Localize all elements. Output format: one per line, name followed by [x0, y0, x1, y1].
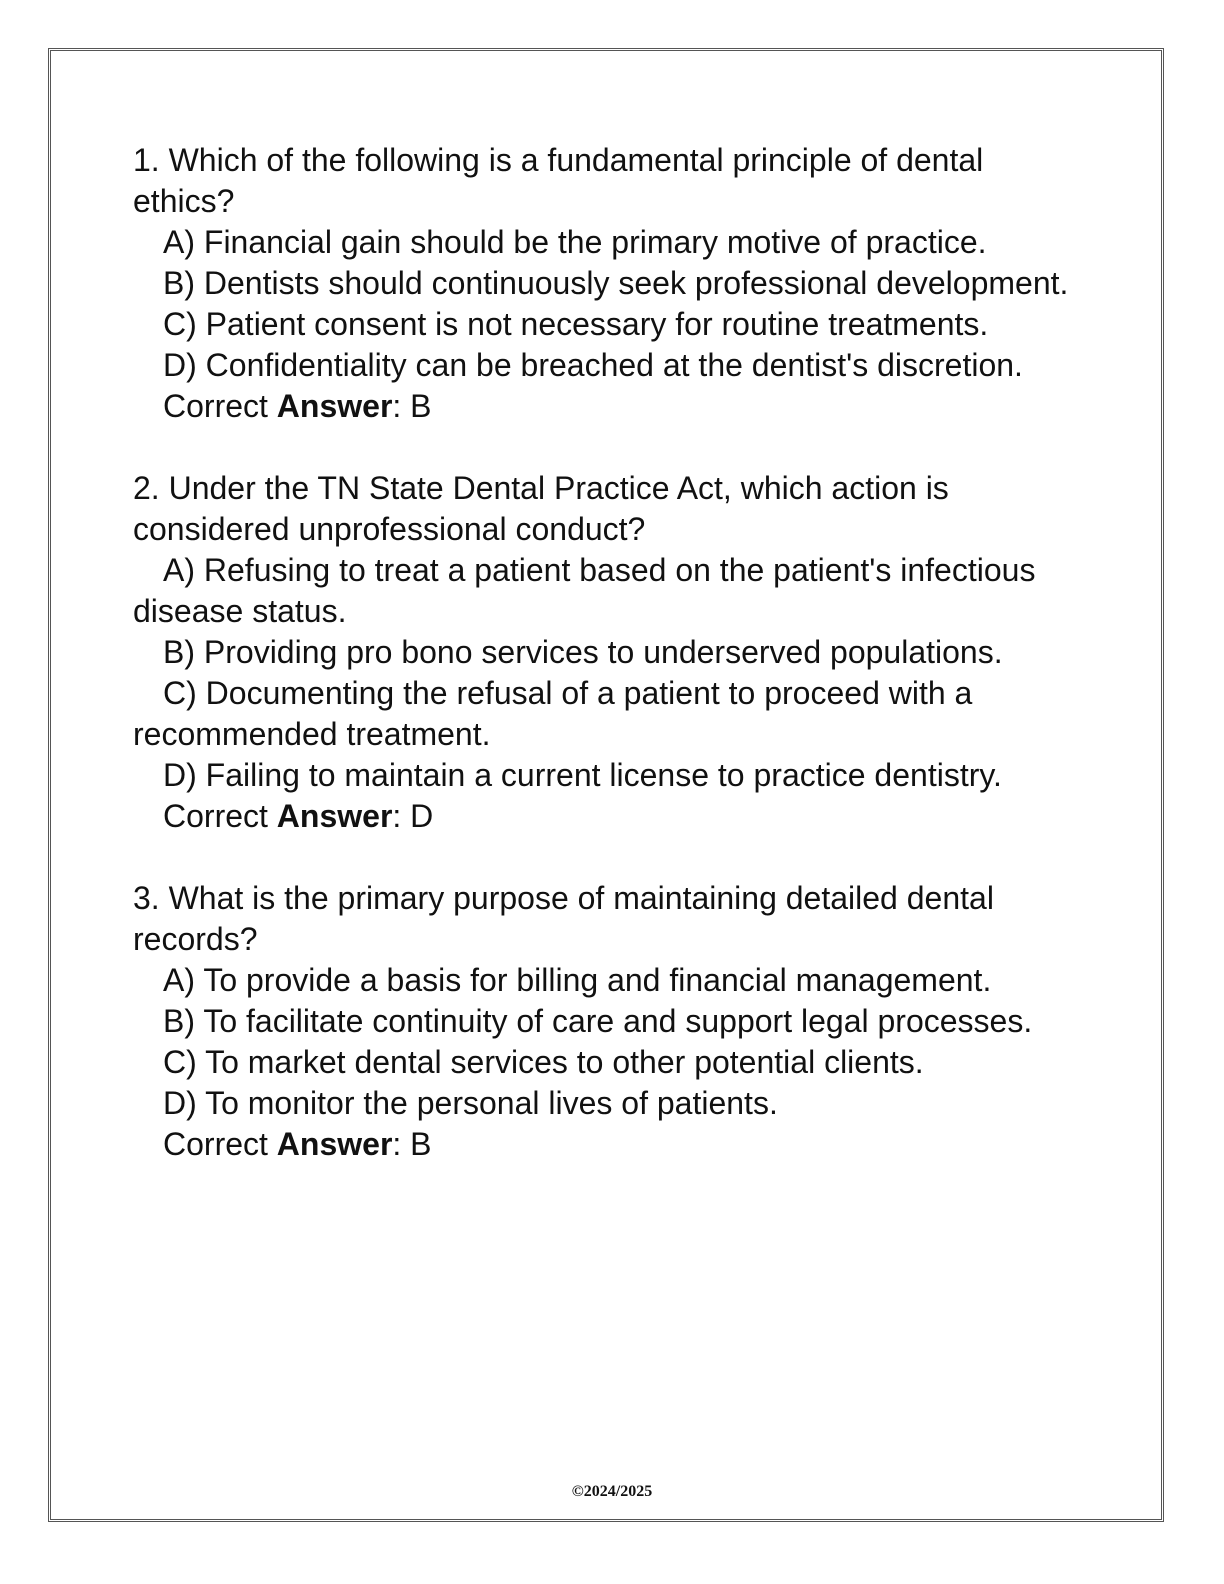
answer-value: : D — [392, 798, 434, 834]
option-b: B) Providing pro bono services to underserved populations. — [163, 634, 1003, 670]
option-d: D) To monitor the personal lives of patients. — [163, 1085, 778, 1121]
answer-word: Answer — [276, 798, 393, 834]
correct-answer — [133, 796, 1093, 837]
option-b: B) To facilitate continuity of care and support legal processes. — [163, 1003, 1033, 1039]
question-3 — [133, 878, 1093, 1165]
question-text: 1. Which of the following is a fundamental principle of dental ethics? — [133, 142, 984, 219]
correct-answer — [133, 1124, 1093, 1165]
option-c: C) To market dental services to other potential clients. — [163, 1044, 924, 1080]
answer-word: Answer — [276, 388, 393, 424]
option-a: A) Financial gain should be the primary motive of practice. — [163, 224, 987, 260]
answer-value: : B — [392, 1126, 432, 1162]
option-d: D) Confidentiality can be breached at the dentist's discretion. — [163, 347, 1023, 383]
copyright-footer: ©2024/2025 — [571, 1483, 653, 1500]
option-a: A) To provide a basis for billing and financial management. — [163, 962, 992, 998]
question-text: 3. What is the primary purpose of maintaining detailed dental records? — [133, 880, 994, 957]
option-a: A) Refusing to treat a patient based on the patient's infectious disease status. — [133, 552, 1036, 629]
answer-prefix: Correct — [163, 1126, 277, 1162]
answer-prefix: Correct — [163, 388, 277, 424]
question-list — [133, 140, 1093, 1206]
question-2 — [133, 468, 1093, 837]
option-b: B) Dentists should continuously seek professional development. — [163, 265, 1069, 301]
question-1 — [133, 140, 1093, 427]
correct-answer — [133, 386, 1093, 427]
option-d: D) Failing to maintain a current license to practice dentistry. — [163, 757, 1002, 793]
answer-prefix: Correct — [163, 798, 277, 834]
question-text: 2. Under the TN State Dental Practice Act, which action is considered unprofessional conduct? — [133, 470, 949, 547]
answer-word: Answer — [276, 1126, 393, 1162]
answer-value: : B — [392, 388, 432, 424]
option-c: C) Documenting the refusal of a patient to proceed with a recommended treatment. — [133, 675, 973, 752]
option-c: C) Patient consent is not necessary for routine treatments. — [163, 306, 989, 342]
